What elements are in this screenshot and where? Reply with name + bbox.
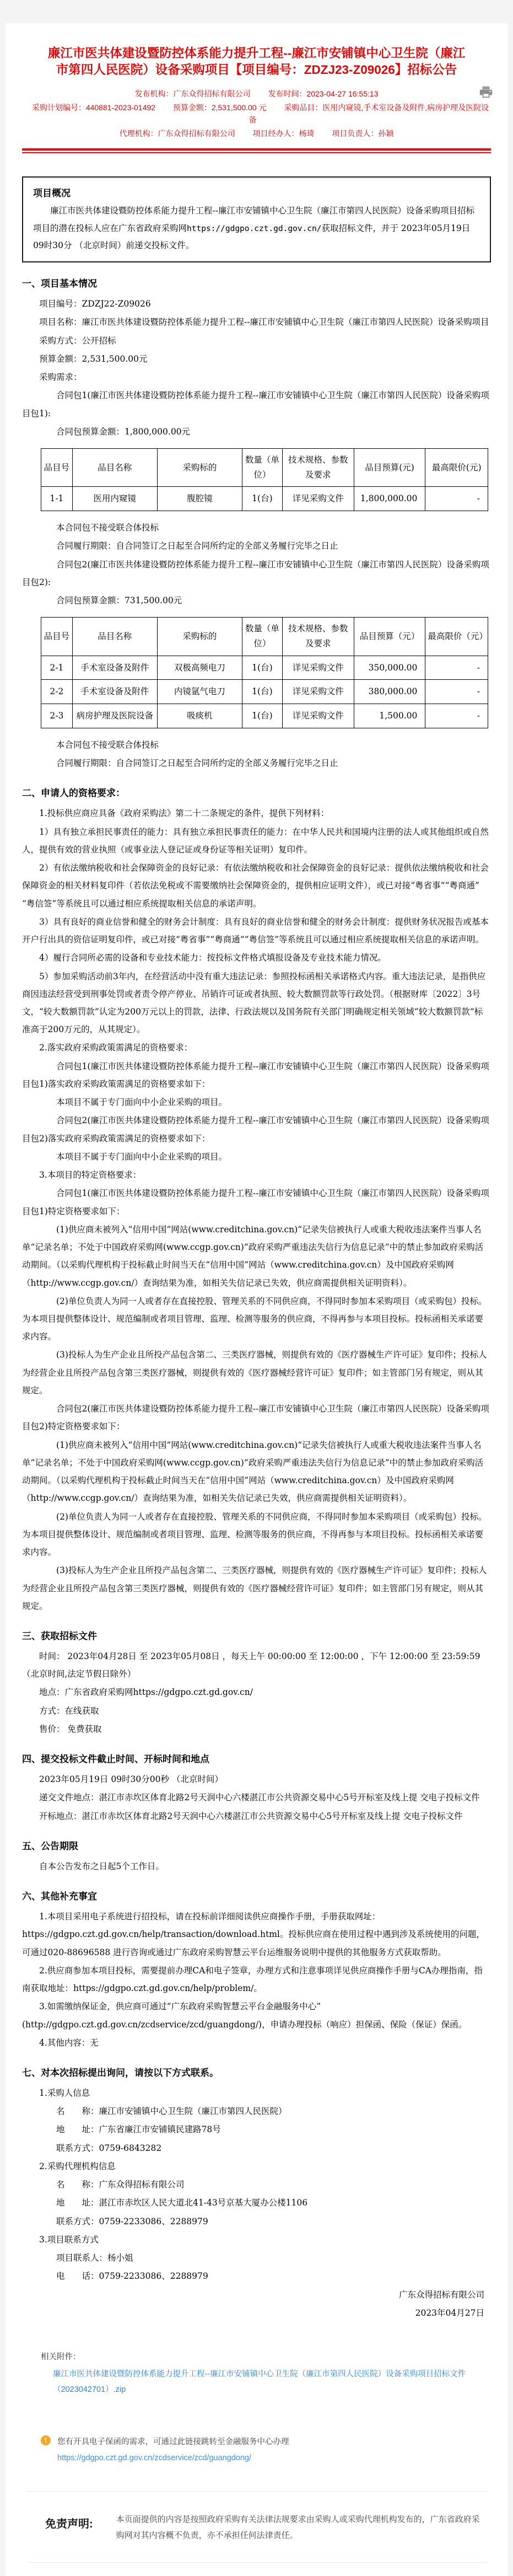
table-header-cell: 最高限价(元) [425,449,488,487]
paragraph: 3）具有良好的商业信誉和健全的财务会计制度：具有良好的商业信誉和健全的财务会计制度：提供财务状况报告或基本开户行出具的资信证明复印件，或已对接“粤省事”“粤商通”“粤信签”等系统且可以通过相应系统提取相关信息的承诺声明。 [22,916,489,945]
table-row [41,487,488,511]
table-header-cell: 最高限价（元） [425,618,488,656]
table-cell: 380,000.00 [354,680,425,704]
meta-handler: 项目经办人：杨琦 [252,128,315,138]
meta-line-2 [22,101,491,126]
attachments-label: 相关附件： [41,2353,81,2362]
paragraph: 5）参加采购活动前3年内，在经营活动中没有重大违法记录：参照投标函相关承诺格式内容。重大违法记录，是指供应商因违法经营受到刑事处罚或者责令停产停业、吊销许可证或者执照、较大数额罚款等行政处罚。（根据财库〔2022〕3号文，“较大数额罚款”认定为200万元以上的罚款，法律、行政法规以及国务院有关部门明确规定相关领域“较大数额罚款”标准高于200万元的，从其规定）。 [22,971,486,1035]
warning-icon: ! [41,2435,51,2445]
table-cell: - [425,704,488,728]
table-row [41,680,488,704]
section-heading: 三、获取招标文件 [22,1630,97,1641]
paragraph: 广东众得招标有限公司 [398,2289,484,2300]
announcement-document [6,23,507,2576]
table-cell: 1-1 [41,487,73,511]
meta-publisher: 发布机构：广东众得招标有限公司 [134,89,251,99]
procurement-site-url: https://gdgpo.czt.gd.gov.cn/ [187,224,322,233]
paragraph: 采购需求： [39,372,82,383]
table-cell: 350,000.00 [354,656,425,680]
paragraph: 时间： 2023年04月28日 至 2023年05月08日 ，每天上午 00:00:00 至 12:00:00 ，下午 12:00:00 至 23:59:59 （北京时间,法定节假日除外） [22,1651,480,1679]
paragraph: 项目名称：廉江市医共体建设暨防控体系能力提升工程--廉江市安铺镇中心卫生院（廉江市第四人民医院）设备采购项目 [39,317,489,328]
table-header-row [41,618,488,656]
paragraph: (2)单位负责人为同一人或者存在直接控股、管理关系的不同供应商，不得同时参加本采购项目（或采购包）投标。为本项目提供整体设计、规范编制或者项目管理、监理、检测等服务的供应商，不得再参与本项目投标。投标函相关承诺要求内容。 [22,1511,487,1558]
paragraph: 合同包预算金额：1,800,000.00元 [56,426,191,437]
paragraph: 4）履行合同所必需的设备和专业技术能力：按投标文件格式填报设备及专业技术能力情况。 [39,953,386,963]
overview-title: 项目概况 [33,187,71,198]
table-header-cell: 采购标的 [157,618,242,656]
section-heading: 五、公告期限 [22,1840,78,1852]
paragraph: 1.投标供应商应具备《政府采购法》第二十二条规定的条件，提供下列材料： [39,808,330,819]
table-cell: 内镜氩气电刀 [157,680,242,704]
disclaimer-label: 免责声明: [45,2518,93,2530]
paragraph: 2.供应商参加本项目投标，需要提前办理CA和电子签章，办理方式和注意事项详见供应商操作手册与CA办理指南，指南获取地址：https://gdgpo.czt.gd.gov.cn/help/problem/。 [22,1965,483,1994]
footer-divider-bottom [26,2562,487,2563]
table-cell: - [425,656,488,680]
section-heading: 二、申请人的资格要求： [22,788,125,799]
section-heading: 四、提交投标文件截止时间、开标时间和地点 [22,1754,209,1765]
paragraph: 联系方式：0759-6843282 [56,2143,162,2153]
section-heading: 七、对本次招标提出询问，请按以下方式联系。 [22,2067,219,2078]
paragraph: 合同包2(廉江市医共体建设暨防控体系能力提升工程--廉江市安铺镇中心卫生院（廉江市第四人民医院）设备采购项目包2)落实政府采购政策需满足的资格要求如下： [22,1115,489,1144]
paragraph: 地 址：湛江市赤坎区人民大道北41-43号京基大厦办公楼1106 [56,2198,308,2208]
paragraph: 地点：广东省政府采购网https://gdgpo.czt.gd.gov.cn/ [39,1687,253,1698]
paragraph: 2.采购代理机构信息 [39,2161,116,2171]
table-header-cell: 品目预算（元） [354,618,425,656]
paragraph: 本合同包不接受联合体投标 [56,739,159,750]
table-cell: - [425,680,488,704]
section-heading: 六、其他补充事宜 [22,1891,97,1902]
paragraph: 合同包1(廉江市医共体建设暨防控体系能力提升工程--廉江市安铺镇中心卫生院（廉江市第四人民医院）设备采购项目包1)特定资格要求如下： [22,1188,489,1216]
attachments-section [41,2350,491,2398]
paragraph: 1.采购人信息 [39,2087,90,2098]
table-cell: 吸痰机 [157,704,242,728]
table-cell: 详见采购文件 [282,704,354,728]
overview-text [33,202,480,255]
items-table [41,617,488,728]
section-heading: 一、项目基本情况 [22,278,97,289]
paragraph: 本项目不属于专门面向中小企业采购的项目。 [56,1097,228,1108]
paragraph: 售价： 免费获取 [39,1724,102,1734]
document-body [22,276,491,2322]
table-cell: 2-3 [41,704,73,728]
paragraph: 2）有依法缴纳税收和社会保障资金的良好记录：有依法缴纳税收和社会保障资金的良好记录：提供依法缴纳税收和社会保障资金的相关材料复印件（若依法免税或不需要缴纳社会保障资金的，提供相应证明文件），或已对接“粤省事”“粤商通”“粤信签”等系统且可以通过相应系统提取相关信息的承诺声明。 [22,863,489,909]
paragraph: (2)单位负责人为同一人或者存在直接控股、管理关系的不同供应商，不得同时参加本采购项目（或采购包）投标。为本项目提供整体设计、规范编制或者项目管理、监理、检测等服务的供应商，不得再参与本项目投标。投标函相关承诺要求内容。 [22,1296,487,1342]
paragraph: 2.落实政府采购政策需满足的资格要求： [39,1043,193,1053]
table-cell: 腹腔镜 [157,487,242,511]
paragraph: 2023年05月19日 09时30分00秒 （北京时间） [39,1774,223,1785]
paragraph: 开标地点：湛江市赤坎区体育北路2号天润中心六楼湛江市公共资源交易中心5号开标室及线上提 交电子投标文件 [39,1811,463,1821]
table-cell: 手术室设备及附件 [72,656,157,680]
table-cell: 1(台) [242,487,282,511]
meta-plan-no: 采购计划编号：440881-2023-01492 [31,103,155,112]
overview-text-after: 获取招标文件，并于 2023年05月19日 09时30分 （北京时间）前递交投标文件。 [33,223,471,251]
disclaimer-text: 本页面提供的内容是按照政府采购有关法律法规要求由采购人或采购代理机构发布的，广东省政府采购网对其内容概不负责，亦不承担任何法律责任。 [116,2514,480,2540]
attachment-file-link[interactable]: 廉江市医共体建设暨防控体系能力提升工程--廉江市安铺镇中心卫生院（廉江市第四人民医院）设备采购项目招标文件（2023042701）.zip [53,2370,466,2395]
table-cell: 2-1 [41,656,73,680]
table-cell: 病房护理及医院设备 [72,704,157,728]
items-table [41,448,488,511]
meta-agency: 代理机构：广东众得招标有限公司 [119,128,235,138]
table-cell: 详见采购文件 [282,656,354,680]
paragraph: 联系方式：0759-2233086、2288979 [56,2216,208,2226]
paragraph: 2023年04月27日 [415,2307,484,2318]
paragraph: 本项目不属于专门面向中小企业采购的项目。 [56,1151,228,1162]
paragraph: 合同包2(廉江市医共体建设暨防控体系能力提升工程--廉江市安铺镇中心卫生院（廉江市第四人民医院）设备采购项目包2): [22,559,489,587]
table-cell: 详见采购文件 [282,680,354,704]
meta-leader: 项目负责人：孙颖 [332,128,394,138]
paragraph: 自本公告发布之日起5个工作日。 [39,1861,164,1871]
paragraph: 电 话：0759-2233086、2288979 [56,2271,208,2282]
project-overview-box [22,176,491,262]
table-cell: - [425,487,488,511]
double-red-divider [22,148,491,153]
paragraph: 名 称：广东众得招标有限公司 [56,2180,185,2190]
table-cell: 1,800,000.00 [354,487,425,511]
table-cell: 双极高频电刀 [157,656,242,680]
paragraph: 预算金额：2,531,500.00元 [39,353,148,364]
table-cell: 1(台) [242,680,282,704]
paragraph: 合同履行期限：自合同签订之日起至合同所约定的全部义务履行完毕之日止 [56,758,338,769]
meta-publish-time: 发布时间：2023-04-27 16:55:13 [268,89,379,99]
table-cell: 1(台) [242,704,282,728]
meta-line-3 [22,127,491,139]
paragraph: 合同履行期限：自合同签订之日起至合同所约定的全部义务履行完毕之日止 [56,541,338,551]
table-header-cell: 数量（单位） [242,449,282,487]
paragraph: 合同包预算金额：731,500.00元 [56,595,182,606]
overview-text-before: 廉江市医共体建设暨防控体系能力提升工程--廉江市安铺镇中心卫生院（廉江市第四人民医院）设备采购项目招标项目的潜在投标人应在广东省政府采购网 [33,205,474,233]
meta-budget: 预算金额：2,531,500.00 元 [172,103,267,112]
table-cell: 2-2 [41,680,73,704]
paragraph: 3.项目联系方式 [39,2234,99,2245]
table-cell: 医用内窥镜 [72,487,157,511]
paragraph: 项目联系人：杨小姐 [56,2253,133,2263]
paragraph: 1.本项目采用电子系统进行招投标，请在投标前详细阅读供应商操作手册，手册获取网址：https://gdgpo.czt.gd.gov.cn/help/transaction/download.html。投标供应商在使用过程中遇到涉及系统使用的问题，可通过020-88696588 进行咨询或通过广东政府采购智慧云平台运维服务说明中提供的其他服务方式获取帮助。 [22,1912,485,1957]
paragraph: 3.如需缴纳保证金，供应商可通过“广东政府采购智慧云平台金融服务中心”(http://gdgpo.czt.gd.gov.cn/zcdservice/zcd/guangdong/)，申请办理投标（响应）担保函、保险（保证）保函。 [22,2001,467,2030]
paragraph: 地 址：广东省廉江市安铺镇民建路78号 [56,2124,221,2135]
paragraph: 1）具有独立承担民事责任的能力：具有独立承担民事责任的能力：在中华人民共和国境内注册的法人或其他组织或自然人，提供有效的营业执照（或事业法人登记证或身份证等相关证明）复印件。 [22,827,489,855]
table-header-cell: 技术规格、参数及要求 [282,618,354,656]
paragraph: 3.本项目的特定资格要求： [39,1170,142,1180]
paragraph: 递交文件地点：湛江市赤坎区体育北路2号天润中心六楼湛江市公共资源交易中心5号开标室及线上提 交电子投标文件 [39,1793,480,1803]
paragraph: 采购方式：公开招标 [39,335,116,346]
paragraph: 方式：在线获取 [39,1705,99,1716]
table-header-cell: 品目号 [41,618,73,656]
table-cell: 1(台) [242,656,282,680]
paragraph: 名 称：廉江市安铺镇中心卫生院（廉江市第四人民医院） [56,2106,287,2117]
print-icon[interactable] [479,85,493,99]
table-header-cell: 采购标的 [157,449,242,487]
paragraph: 4.其他内容：无 [39,2037,99,2048]
paragraph: 项目编号：ZDZJ22-Z09026 [39,299,151,309]
paragraph: (1)供应商未被列入“信用中国”网站(www.creditchina.gov.cn)“记录失信被执行人或重大税收违法案件当事人名单”记录名单；不处于中国政府采购网(www.ccgp.gov.cn)“政府采购严重违法失信行为信息记录”中的禁止参加政府采购活动期间。（以采购代理机构于投标截止时间当天在“信用中国”网站（www.creditchina.gov.cn）及中国政府采购网（http://www.ccgp.gov.cn/）查询结果为准，如相关失信记录已失效，供应商需提供相关证明资料）。 [22,1224,484,1288]
finance-service-link[interactable]: https://gdgpo.czt.gd.gov.cn/zcdservice/zcd/guangdong/ [57,2453,251,2462]
table-header-cell: 技术规格、参数及要求 [282,449,354,487]
meta-items: 采购品目：医用内窥镜,手术室设备及附件,病房护理及医院设备 [249,103,489,125]
table-header-row [41,449,488,487]
paragraph: 本合同包不接受联合体投标 [56,523,159,533]
paragraph: (3)投标人为生产企业且所投产品包含第二、三类医疗器械，则提供有效的《医疗器械生产许可证》复印件；投标人为经营企业且所投产品包含第三类医疗器械，则提供有效的《医疗器械经营许可证》复印件；如主管部门另有规定，则从其规定。 [22,1565,487,1611]
table-cell: 详见采购文件 [282,487,354,511]
page-top-strip [0,0,513,23]
paragraph: (1)供应商未被列入“信用中国”网站(www.creditchina.gov.cn)“记录失信被执行人或重大税收违法案件当事人名单”记录名单；不处于中国政府采购网(www.ccgp.gov.cn)“政府采购严重违法失信行为信息记录”中的禁止参加政府采购活动期间。（以采购代理机构于投标截止时间当天在“信用中国”网站（www.creditchina.gov.cn）及中国政府采购网（http://www.ccgp.gov.cn/）查询结果为准，如相关失信记录已失效，供应商需提供相关证明资料）。 [22,1440,484,1504]
table-row [41,656,488,680]
paragraph: 合同包1(廉江市医共体建设暨防控体系能力提升工程--廉江市安铺镇中心卫生院（廉江市第四人民医院）设备采购项目包1)落实政府采购政策需满足的资格要求如下： [22,1061,489,1089]
guarantee-notice [41,2435,491,2462]
table-header-cell: 品目号 [41,449,73,487]
page-title: 廉江市医共体建设暨防控体系能力提升工程--廉江市安铺镇中心卫生院（廉江市第四人民医院）设备采购项目【项目编号：ZDZJ23-Z09026】招标公告 [47,46,466,77]
table-row [41,704,488,728]
table-cell: 1,500.00 [354,704,425,728]
table-cell: 手术室设备及附件 [72,680,157,704]
paragraph: 合同包2(廉江市医共体建设暨防控体系能力提升工程--廉江市安铺镇中心卫生院（廉江市第四人民医院）设备采购项目包2)特定资格要求如下： [22,1404,489,1432]
disclaimer-section [45,2511,487,2544]
notice-text: 您有开具电子保函的需求，可通过此链接跳转至金融服务中心办理 [57,2437,289,2446]
table-header-cell: 品目名称 [72,449,157,487]
table-header-cell: 品目名称 [72,618,157,656]
footer-divider-top [26,2491,487,2492]
meta-line-1 [22,88,491,100]
table-header-cell: 数量（单位） [242,618,282,656]
paragraph: 合同包1(廉江市医共体建设暨防控体系能力提升工程--廉江市安铺镇中心卫生院（廉江市第四人民医院）设备采购项目包1): [22,390,489,418]
paragraph: (3)投标人为生产企业且所投产品包含第二、三类医疗器械，则提供有效的《医疗器械生产许可证》复印件；投标人为经营企业且所投产品包含第三类医疗器械，则提供有效的《医疗器械经营许可证》复印件；如主管部门另有规定，则从其规定。 [22,1350,487,1396]
table-header-cell: 品目预算(元) [354,449,425,487]
